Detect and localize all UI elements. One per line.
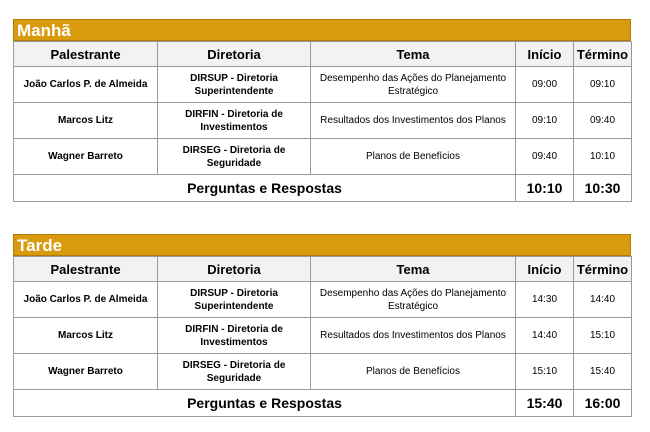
directorate-cell: [158, 354, 311, 390]
start-time-cell: 09:40: [516, 139, 574, 175]
theme-cell: Planos de Benefícios: [311, 354, 516, 390]
schedule-table: [13, 41, 632, 202]
column-header-directorate: Diretoria: [158, 257, 311, 282]
directorate-code: DIRSEG: [182, 359, 221, 371]
directorate-cell: [158, 67, 311, 103]
directorate-cell: [158, 282, 311, 318]
session-title: Manhã: [13, 19, 631, 41]
directorate-name: - Diretoria Superintendente: [194, 287, 278, 312]
session-title: Tarde: [13, 234, 631, 256]
table-row: [14, 282, 632, 318]
table-header-row: [14, 42, 632, 67]
column-header-theme: Tema: [311, 257, 516, 282]
end-time-cell: 09:10: [574, 67, 632, 103]
table-row: [14, 354, 632, 390]
directorate-code: DIRFIN: [185, 108, 219, 120]
directorate-code: DIRSEG: [182, 144, 221, 156]
qa-end-time: 10:30: [574, 175, 632, 202]
directorate-name: - Diretoria de Investimentos: [200, 108, 283, 133]
directorate-cell: [158, 103, 311, 139]
start-time-cell: 09:00: [516, 67, 574, 103]
session-afternoon: [13, 234, 631, 417]
session-morning: [13, 19, 631, 202]
start-time-cell: 14:30: [516, 282, 574, 318]
theme-cell: Desempenho das Ações do Planejamento Estratégico: [311, 67, 516, 103]
theme-cell: Resultados dos Investimentos dos Planos: [311, 103, 516, 139]
start-time-cell: 09:10: [516, 103, 574, 139]
table-row: [14, 103, 632, 139]
directorate-code: DIRFIN: [185, 323, 219, 335]
table-row: [14, 318, 632, 354]
qa-start-time: 15:40: [516, 390, 574, 417]
directorate-code: DIRSUP: [190, 72, 228, 84]
column-header-theme: Tema: [311, 42, 516, 67]
qa-row: [14, 175, 632, 202]
speaker-cell: Marcos Litz: [14, 103, 158, 139]
end-time-cell: 09:40: [574, 103, 632, 139]
theme-cell: Resultados dos Investimentos dos Planos: [311, 318, 516, 354]
end-time-cell: 15:40: [574, 354, 632, 390]
directorate-name: - Diretoria de Seguridade: [206, 144, 286, 169]
table-row: [14, 67, 632, 103]
speaker-cell: Wagner Barreto: [14, 139, 158, 175]
qa-row: [14, 390, 632, 417]
theme-cell: Planos de Benefícios: [311, 139, 516, 175]
qa-label: Perguntas e Respostas: [14, 390, 516, 417]
directorate-cell: [158, 318, 311, 354]
start-time-cell: 15:10: [516, 354, 574, 390]
speaker-cell: João Carlos P. de Almeida: [14, 282, 158, 318]
qa-end-time: 16:00: [574, 390, 632, 417]
end-time-cell: 15:10: [574, 318, 632, 354]
theme-cell: Desempenho das Ações do Planejamento Estratégico: [311, 282, 516, 318]
schedule-table: [13, 256, 632, 417]
speaker-cell: Wagner Barreto: [14, 354, 158, 390]
column-header-end: Término: [574, 257, 632, 282]
directorate-name: - Diretoria de Investimentos: [200, 323, 283, 348]
table-row: [14, 139, 632, 175]
end-time-cell: 10:10: [574, 139, 632, 175]
directorate-name: - Diretoria Superintendente: [194, 72, 278, 97]
column-header-end: Término: [574, 42, 632, 67]
column-header-directorate: Diretoria: [158, 42, 311, 67]
directorate-name: - Diretoria de Seguridade: [206, 359, 286, 384]
column-header-start: Início: [516, 257, 574, 282]
end-time-cell: 14:40: [574, 282, 632, 318]
speaker-cell: João Carlos P. de Almeida: [14, 67, 158, 103]
directorate-cell: [158, 139, 311, 175]
qa-label: Perguntas e Respostas: [14, 175, 516, 202]
table-header-row: [14, 257, 632, 282]
qa-start-time: 10:10: [516, 175, 574, 202]
speaker-cell: Marcos Litz: [14, 318, 158, 354]
directorate-code: DIRSUP: [190, 287, 228, 299]
column-header-speaker: Palestrante: [14, 257, 158, 282]
column-header-start: Início: [516, 42, 574, 67]
column-header-speaker: Palestrante: [14, 42, 158, 67]
start-time-cell: 14:40: [516, 318, 574, 354]
